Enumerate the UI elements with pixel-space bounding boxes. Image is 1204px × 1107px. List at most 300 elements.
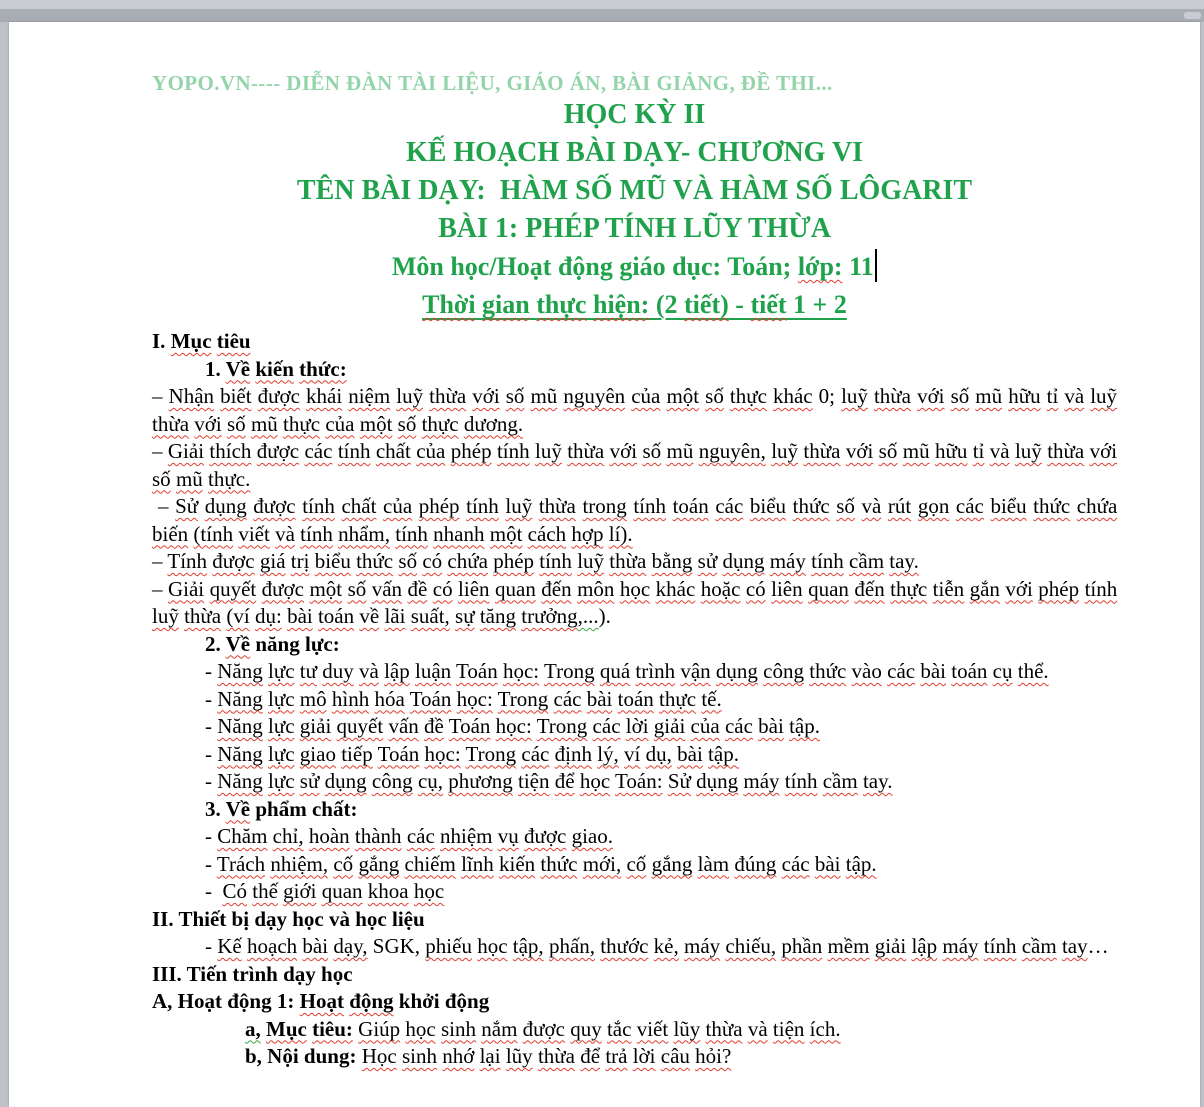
spellcheck-word: các bbox=[553, 686, 582, 711]
spellcheck-word: chất bbox=[341, 494, 377, 518]
spellcheck-word: quan bbox=[321, 879, 363, 903]
spellcheck-word: máy bbox=[942, 934, 979, 958]
text-run: 3. bbox=[205, 796, 226, 821]
spellcheck-word: thể. bbox=[1017, 659, 1049, 683]
spellcheck-word: các bbox=[781, 851, 810, 876]
spellcheck-word: vụ bbox=[497, 824, 519, 848]
spellcheck-word: hiện: bbox=[593, 290, 650, 319]
spellcheck-word: tính bbox=[983, 934, 1017, 958]
spellcheck-word: chất bbox=[375, 439, 411, 463]
spellcheck-word: kẻ, bbox=[653, 934, 679, 958]
spellcheck-word: của bbox=[383, 494, 413, 518]
spellcheck-word: có bbox=[745, 576, 766, 601]
spellcheck-word: tỉ bbox=[1046, 384, 1059, 408]
spellcheck-word: Trách bbox=[216, 851, 266, 876]
spellcheck-word: gắn bbox=[969, 576, 1000, 601]
spellcheck-word: dụng bbox=[722, 549, 765, 573]
spellcheck-word: lực bbox=[268, 714, 295, 738]
document-content bbox=[152, 22, 1117, 1071]
spellcheck-word: luỹ bbox=[841, 384, 868, 408]
spellcheck-word: và bbox=[275, 521, 295, 546]
spellcheck-word: với bbox=[194, 411, 222, 436]
spellcheck-word: bài bbox=[758, 714, 784, 738]
spellcheck-word: vận bbox=[680, 659, 711, 683]
spellcheck-word: mũ bbox=[530, 384, 558, 408]
spellcheck-word: được bbox=[256, 439, 300, 463]
text-run: - bbox=[205, 769, 218, 793]
spellcheck-word: học bbox=[413, 879, 445, 903]
spellcheck-word: cách bbox=[527, 521, 567, 546]
spellcheck-word: liên bbox=[771, 576, 803, 601]
text-run: KẾ HOẠCH BÀI DẠY- CHƯƠNG VI bbox=[405, 137, 864, 168]
spellcheck-word: vấn bbox=[371, 576, 403, 601]
spellcheck-word: học: bbox=[495, 714, 532, 738]
spellcheck-word: dụng bbox=[715, 659, 758, 683]
spellcheck-word: thực bbox=[536, 290, 587, 319]
spellcheck-word: sinh bbox=[401, 1044, 437, 1068]
spellcheck-word: được bbox=[253, 494, 296, 518]
spellcheck-word: nhớ bbox=[442, 1044, 475, 1068]
spellcheck-word: Trong bbox=[497, 686, 549, 711]
spellcheck-word: thực bbox=[659, 686, 697, 711]
spellcheck-word: bài bbox=[586, 686, 613, 711]
spellcheck-word: bài bbox=[287, 604, 313, 628]
spellcheck-word: Toán bbox=[409, 686, 452, 711]
spellcheck-word: với bbox=[472, 384, 500, 408]
spellcheck-word: thừa bbox=[537, 1044, 575, 1068]
spellcheck-word: Toán bbox=[377, 741, 420, 766]
spellcheck-word: Về bbox=[225, 356, 251, 381]
spellcheck-word: học bbox=[477, 934, 508, 958]
spellcheck-word: phiếu bbox=[425, 934, 472, 958]
spellcheck-word: Kế bbox=[217, 934, 242, 958]
spellcheck-word: số bbox=[836, 494, 855, 518]
spellcheck-word: một bbox=[489, 521, 523, 546]
spellcheck-word: (ví bbox=[226, 604, 250, 628]
spellcheck-word: hoạch bbox=[247, 934, 298, 958]
spellcheck-word: tiết) bbox=[684, 290, 729, 319]
title-semester bbox=[152, 96, 1117, 134]
para-tinh-duoc bbox=[152, 548, 1117, 576]
para-muc-tieu-a bbox=[152, 1016, 1117, 1044]
spellcheck-word: số bbox=[152, 466, 171, 491]
spellcheck-word: số bbox=[505, 384, 525, 408]
text-run: - bbox=[205, 659, 218, 683]
spellcheck-word: nguyên bbox=[563, 384, 626, 408]
para-giao-tiep bbox=[152, 741, 1117, 769]
para-the-gioi-quan bbox=[152, 878, 1117, 906]
spellcheck-word: máy bbox=[769, 549, 806, 573]
spellcheck-word: của bbox=[631, 384, 661, 408]
text-run: khởi động bbox=[393, 989, 490, 1013]
spellcheck-word: biểu bbox=[990, 494, 1027, 518]
spellcheck-word: giải bbox=[653, 714, 686, 738]
spellcheck-word: được bbox=[524, 824, 567, 848]
spellcheck-word: và bbox=[989, 439, 1010, 463]
text-run: II. Thiết bị dạy học và học liệu bbox=[152, 906, 425, 931]
spellcheck-word: thừa bbox=[803, 439, 841, 463]
spellcheck-word: khác bbox=[655, 576, 696, 601]
spellcheck-word: niệm bbox=[348, 384, 391, 408]
spellcheck-word: tay. bbox=[889, 549, 919, 573]
text-run: 11 bbox=[842, 252, 874, 281]
spellcheck-word: số bbox=[878, 439, 898, 463]
spellcheck-word: Năng bbox=[217, 769, 263, 793]
spellcheck-word: và bbox=[359, 659, 379, 683]
para-giai-thich bbox=[152, 438, 1117, 493]
spellcheck-word: lực bbox=[268, 686, 295, 711]
spellcheck-word: hữu bbox=[934, 439, 968, 463]
spellcheck-word: lực bbox=[268, 769, 295, 793]
spellcheck-word: để bbox=[580, 1044, 601, 1068]
para-ke-hoach bbox=[152, 933, 1117, 961]
spellcheck-word: quan bbox=[495, 576, 536, 601]
spellcheck-word: tỉ bbox=[972, 439, 985, 463]
spellcheck-word: đúng bbox=[734, 851, 777, 876]
spellcheck-word: và bbox=[861, 494, 882, 518]
spellcheck-word: sử bbox=[697, 549, 718, 573]
spellcheck-word: học: bbox=[424, 741, 461, 766]
spellcheck-word: được bbox=[212, 549, 255, 573]
para-su-dung bbox=[152, 493, 1117, 548]
spellcheck-word: liên bbox=[458, 576, 490, 601]
spellcheck-word: thừa bbox=[609, 549, 647, 573]
spellcheck-word: thức bbox=[540, 851, 578, 876]
spellcheck-word: Trong bbox=[536, 714, 588, 738]
spellcheck-word: thực bbox=[283, 411, 321, 436]
text-run: năng lực: bbox=[250, 631, 340, 656]
spellcheck-word: thừa bbox=[429, 384, 467, 408]
text-run: HỌC KỲ II bbox=[563, 99, 706, 130]
spellcheck-word: tính bbox=[302, 494, 335, 518]
subtitle-subject bbox=[152, 248, 1117, 286]
spellcheck-word: vấn bbox=[388, 714, 419, 738]
spellcheck-word: một bbox=[359, 411, 393, 436]
spellcheck-word: được bbox=[257, 384, 300, 408]
spellcheck-word: khái bbox=[306, 384, 343, 408]
heading-kien-thuc bbox=[152, 356, 1117, 384]
para-giai-quyet-vd bbox=[152, 713, 1117, 741]
para-cong-cu bbox=[152, 768, 1117, 796]
toolbar-edge-light bbox=[0, 0, 1204, 9]
spellcheck-word: với bbox=[609, 439, 638, 463]
spellcheck-word: (tính bbox=[193, 521, 234, 546]
spellcheck-word: tiêu: bbox=[312, 1016, 353, 1041]
spellcheck-word: luận bbox=[415, 659, 452, 683]
spellcheck-word: đề bbox=[424, 714, 444, 738]
spellcheck-word: cố bbox=[333, 851, 354, 876]
text-run: … bbox=[1087, 934, 1109, 958]
scrollbar-nub[interactable] bbox=[1184, 12, 1201, 19]
spellcheck-word: với bbox=[1089, 439, 1118, 463]
text-run: SGK, bbox=[367, 934, 426, 958]
spellcheck-word: toán bbox=[951, 659, 988, 683]
spellcheck-word: tập. bbox=[789, 714, 820, 738]
text-run: BÀI 1: PHÉP TÍNH LŨY THỪA bbox=[438, 213, 831, 244]
spellcheck-word: Năng bbox=[217, 686, 263, 711]
spellcheck-word: biết bbox=[220, 384, 252, 408]
text-run: Môn học/Hoạt động giáo dục: Toán; bbox=[391, 252, 798, 281]
spellcheck-word: trong bbox=[582, 494, 627, 518]
spellcheck-word: thước bbox=[600, 934, 649, 958]
spellcheck-word: của bbox=[690, 714, 720, 738]
text-run: 1. bbox=[205, 356, 226, 381]
spellcheck-word: cầm bbox=[849, 549, 885, 573]
spellcheck-word: học bbox=[579, 769, 611, 793]
spellcheck-word: lời bbox=[625, 714, 649, 738]
spellcheck-word: sử bbox=[299, 769, 320, 793]
spellcheck-word: phép bbox=[493, 549, 535, 573]
spellcheck-word: tiễn bbox=[932, 576, 965, 601]
spellcheck-word: giải bbox=[299, 714, 332, 738]
spellcheck-word: lãi bbox=[384, 604, 406, 628]
spellcheck-word: thừa bbox=[152, 411, 190, 436]
spellcheck-word: Về bbox=[225, 631, 251, 656]
spellcheck-word: quan bbox=[808, 576, 849, 601]
spellcheck-word: về bbox=[359, 604, 380, 628]
spellcheck-word: thức bbox=[1033, 494, 1071, 518]
spellcheck-word: rút bbox=[887, 494, 912, 518]
spellcheck-word: đến bbox=[541, 576, 572, 601]
spellcheck-word: chiếu, bbox=[725, 934, 777, 958]
spellcheck-word: chứa bbox=[1076, 494, 1118, 518]
spellcheck-word: tính bbox=[1084, 576, 1118, 601]
heading-tien-trinh bbox=[152, 961, 1117, 989]
spellcheck-word: máy bbox=[743, 769, 780, 793]
spellcheck-word: tay bbox=[1061, 934, 1088, 958]
spellcheck-word: giới bbox=[283, 879, 317, 903]
para-nhan-biet bbox=[152, 383, 1117, 438]
text-run: – bbox=[152, 439, 168, 463]
spellcheck-word: mũ bbox=[902, 439, 930, 463]
spellcheck-word: thực bbox=[729, 384, 767, 408]
spellcheck-word: Giúp bbox=[358, 1016, 401, 1041]
toolbar-edge-dark bbox=[0, 9, 1204, 22]
spellcheck-word: toán bbox=[672, 494, 709, 518]
spellcheck-word: biểu bbox=[749, 494, 787, 518]
spellcheck-word: phép bbox=[450, 439, 492, 463]
spellcheck-word: máy bbox=[684, 934, 721, 958]
spellcheck-word: mới, bbox=[582, 851, 622, 876]
spellcheck-word: nắm bbox=[481, 1016, 518, 1041]
text-run: - bbox=[205, 824, 218, 848]
spellcheck-word: trình bbox=[635, 659, 676, 683]
spellcheck-word: thừa bbox=[567, 439, 605, 463]
spellcheck-word: a, bbox=[245, 1016, 261, 1041]
spellcheck-word: câu bbox=[660, 1044, 690, 1068]
spellcheck-word: Sử bbox=[175, 494, 199, 518]
spellcheck-word: duy bbox=[322, 659, 354, 683]
text-run: phẩm chất: bbox=[250, 796, 358, 821]
spellcheck-word: để bbox=[554, 769, 575, 793]
spellcheck-word: môn bbox=[577, 576, 615, 601]
spellcheck-word: mũ bbox=[250, 411, 278, 436]
text-run: - bbox=[205, 714, 218, 738]
spellcheck-word: dạy, bbox=[333, 934, 368, 958]
para-mo-hinh bbox=[152, 686, 1117, 714]
para-cham-chi bbox=[152, 823, 1117, 851]
spellcheck-word: thừa bbox=[1047, 439, 1085, 463]
spellcheck-word: vào bbox=[851, 659, 882, 683]
spellcheck-word: chỉ, bbox=[272, 824, 304, 848]
text-run: – bbox=[152, 549, 168, 573]
spellcheck-word: tính bbox=[300, 521, 333, 546]
spellcheck-word: lũy bbox=[673, 1016, 701, 1041]
spellcheck-word: bài bbox=[302, 934, 329, 958]
spellcheck-word: thừa bbox=[538, 494, 576, 518]
spellcheck-word: cầm bbox=[822, 769, 858, 793]
spellcheck-word: kiến bbox=[499, 851, 536, 876]
spellcheck-word: ví bbox=[624, 741, 641, 766]
spellcheck-word: dụng bbox=[696, 769, 739, 793]
spellcheck-word: tính bbox=[466, 494, 499, 518]
spellcheck-word: tập, bbox=[512, 934, 544, 958]
text-run: – bbox=[152, 576, 168, 601]
spellcheck-word: đề bbox=[407, 576, 428, 601]
spellcheck-word: với bbox=[917, 384, 945, 408]
spellcheck-word: dụ, bbox=[645, 741, 672, 766]
spellcheck-word: quá bbox=[599, 659, 631, 683]
spellcheck-word: chiếm bbox=[404, 851, 456, 876]
spellcheck-word: và bbox=[747, 1016, 768, 1041]
spellcheck-word: tăng bbox=[479, 604, 516, 628]
spellcheck-word: sự bbox=[455, 604, 475, 628]
spellcheck-word: lý, bbox=[597, 741, 619, 766]
para-noi-dung-b bbox=[152, 1043, 1117, 1071]
spellcheck-word: bài bbox=[920, 659, 946, 683]
spellcheck-word: với bbox=[845, 439, 874, 463]
spellcheck-word: của bbox=[325, 411, 355, 436]
spellcheck-word: mũ bbox=[175, 466, 203, 491]
heading-hoat-dong-1 bbox=[152, 988, 1117, 1016]
spellcheck-word: viết bbox=[238, 521, 270, 546]
spellcheck-word: Năng bbox=[217, 659, 263, 683]
spellcheck-word: tính bbox=[539, 549, 572, 573]
spellcheck-word: nhẩm, bbox=[338, 521, 390, 546]
para-giai-quyet bbox=[152, 576, 1117, 631]
spellcheck-word: giao bbox=[299, 741, 336, 766]
spellcheck-word: bài bbox=[677, 741, 703, 766]
spellcheck-word: gắng bbox=[358, 851, 400, 876]
spellcheck-word: các bbox=[715, 494, 744, 518]
spellcheck-word: thế bbox=[252, 879, 278, 903]
spellcheck-word: giải bbox=[874, 934, 907, 958]
spellcheck-word: học bbox=[405, 1016, 436, 1041]
spellcheck-word: thực bbox=[890, 576, 928, 601]
spellcheck-word: tập. bbox=[845, 851, 877, 876]
text-run: - bbox=[205, 741, 218, 766]
spellcheck-word: gian bbox=[482, 290, 530, 319]
subtitle-duration bbox=[152, 286, 1117, 324]
spellcheck-word: luỹ bbox=[505, 494, 533, 518]
spellcheck-word: suất, bbox=[410, 604, 450, 628]
spellcheck-word: nguyên, bbox=[698, 439, 766, 463]
spellcheck-word: bằng bbox=[651, 549, 693, 573]
spellcheck-word: trị bbox=[290, 549, 310, 573]
spellcheck-word: thừa bbox=[873, 384, 912, 408]
spellcheck-word: các bbox=[592, 714, 621, 738]
text-run: III. Tiến trình dạy học bbox=[152, 961, 353, 986]
spellcheck-word: lập bbox=[384, 659, 410, 683]
spellcheck-word: học: bbox=[456, 686, 493, 711]
spellcheck-word: với bbox=[1005, 576, 1033, 601]
spellcheck-word: tiếp bbox=[341, 741, 373, 766]
spellcheck-word: được bbox=[261, 576, 304, 601]
spellcheck-word: cầm bbox=[1021, 934, 1057, 958]
spellcheck-word: Toán: bbox=[615, 769, 663, 793]
spellcheck-word: hỏi? bbox=[695, 1044, 732, 1068]
spellcheck-word: giao. bbox=[571, 824, 613, 848]
spellcheck-word: của bbox=[416, 439, 446, 463]
spellcheck-word: tính bbox=[395, 521, 428, 546]
spellcheck-word: thực. bbox=[208, 466, 251, 491]
spellcheck-word: tay. bbox=[862, 769, 893, 793]
text-cursor bbox=[875, 249, 878, 282]
spellcheck-word: luỹ bbox=[1014, 439, 1042, 463]
spellcheck-word: tế. bbox=[701, 686, 722, 711]
title-chapter bbox=[152, 134, 1117, 172]
spellcheck-word: lại bbox=[479, 1044, 501, 1068]
text-run: ). bbox=[598, 604, 611, 628]
spellcheck-word: mềm bbox=[827, 934, 870, 958]
spellcheck-word: phép bbox=[418, 494, 460, 518]
spellcheck-word: khoa bbox=[367, 879, 409, 903]
spellcheck-word: học: bbox=[502, 659, 540, 683]
spellcheck-word: trả bbox=[605, 1044, 628, 1068]
spellcheck-word: cố bbox=[626, 851, 647, 876]
spellcheck-word: các bbox=[521, 741, 550, 766]
spellcheck-word: Tính bbox=[167, 549, 208, 573]
spellcheck-word: gắng bbox=[651, 851, 693, 876]
title-lesson bbox=[152, 172, 1117, 210]
spellcheck-word: Giải bbox=[167, 576, 205, 601]
heading-pham-chat bbox=[152, 796, 1117, 824]
spellcheck-word: Toán bbox=[456, 659, 498, 683]
spellcheck-word: nhiệm, bbox=[270, 851, 329, 876]
spellcheck-word: chứa bbox=[447, 549, 488, 573]
spellcheck-word: các bbox=[724, 714, 753, 738]
para-tu-duy bbox=[152, 658, 1117, 686]
spellcheck-word: kiến bbox=[255, 356, 294, 381]
spellcheck-word: Mục bbox=[266, 1016, 307, 1041]
spellcheck-word: tiện bbox=[772, 1016, 805, 1041]
para-trach-nhiem bbox=[152, 851, 1117, 879]
text-run: YOPO.VN---- DIỄN ĐÀN TÀI LIỆU, GIÁO ÁN, BÀI GIẢNG, ĐỀ THI... bbox=[152, 71, 833, 95]
spellcheck-word: được bbox=[522, 1016, 565, 1041]
spellcheck-word: toán bbox=[617, 686, 654, 711]
spellcheck-word: gọn bbox=[917, 494, 950, 518]
spellcheck-word: Mục bbox=[170, 329, 212, 353]
spellcheck-word: tư bbox=[299, 659, 318, 683]
spellcheck-word: lập bbox=[911, 934, 938, 958]
spellcheck-word: thức bbox=[792, 494, 830, 518]
spellcheck-word: giá bbox=[259, 549, 286, 573]
spellcheck-word: học bbox=[619, 576, 651, 601]
spellcheck-word: lũy bbox=[505, 1044, 533, 1068]
spellcheck-word: biểu bbox=[314, 549, 351, 573]
spellcheck-word: thức: bbox=[299, 356, 347, 381]
spellcheck-word: thành bbox=[354, 824, 402, 848]
spellcheck-word: luỹ bbox=[577, 549, 605, 573]
document-page[interactable] bbox=[9, 22, 1200, 1107]
spellcheck-word: ích. bbox=[809, 1016, 841, 1041]
spellcheck-word: Về bbox=[225, 796, 251, 821]
spellcheck-word: dụng bbox=[324, 769, 367, 793]
spellcheck-word: công bbox=[371, 769, 413, 793]
spellcheck-word: tiêu bbox=[216, 329, 251, 353]
spellcheck-word: lực bbox=[268, 741, 295, 766]
spellcheck-word: lời bbox=[632, 1044, 656, 1068]
